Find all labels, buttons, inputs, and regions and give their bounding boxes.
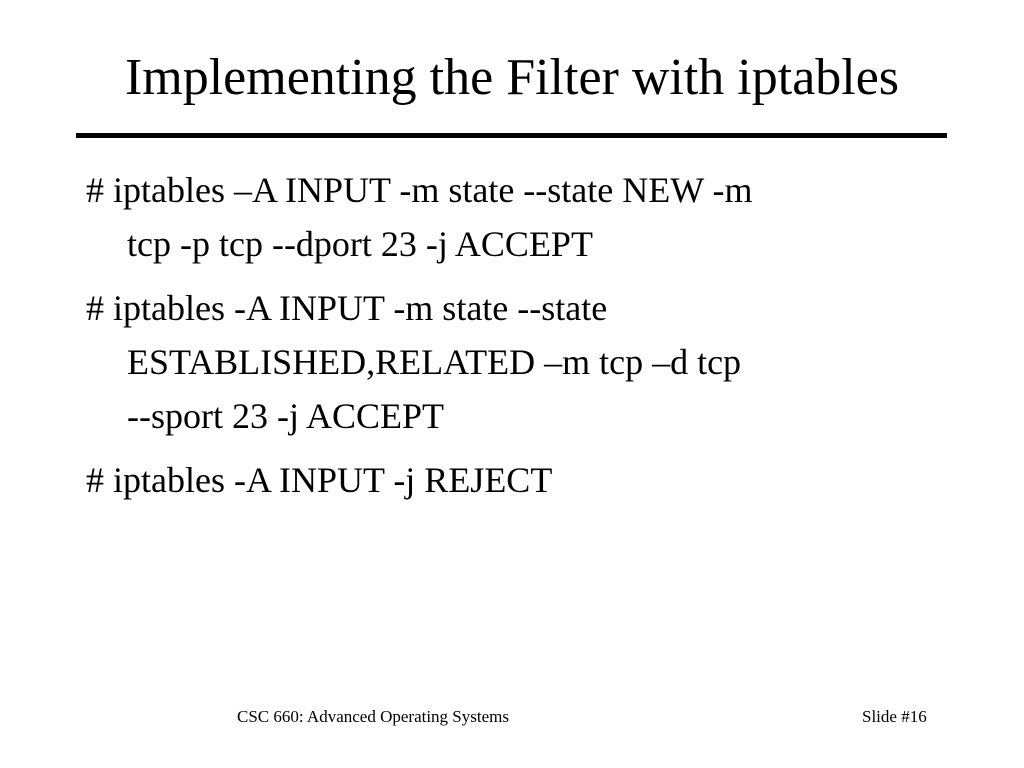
command-line-continuation: tcp -p tcp --dport 23 -j ACCEPT — [127, 224, 593, 264]
command-item — [86, 281, 966, 443]
footer-slide-number: Slide #16 — [862, 707, 927, 726]
title-underline — [76, 133, 947, 138]
command-list — [86, 163, 966, 517]
command-item — [86, 453, 966, 507]
command-item — [86, 163, 966, 271]
command-line: # iptables -A INPUT -m state --state — [86, 288, 608, 328]
command-line: # iptables –A INPUT -m state --state NEW -m — [86, 170, 753, 210]
command-line: # iptables -A INPUT -j REJECT — [86, 460, 553, 500]
slide-title: Implementing the Filter with iptables — [124, 49, 900, 106]
command-line-continuation: --sport 23 -j ACCEPT — [127, 396, 445, 436]
command-line-continuation: ESTABLISHED,RELATED –m tcp –d tcp — [127, 342, 742, 382]
footer-course: CSC 660: Advanced Operating Systems — [237, 707, 509, 726]
